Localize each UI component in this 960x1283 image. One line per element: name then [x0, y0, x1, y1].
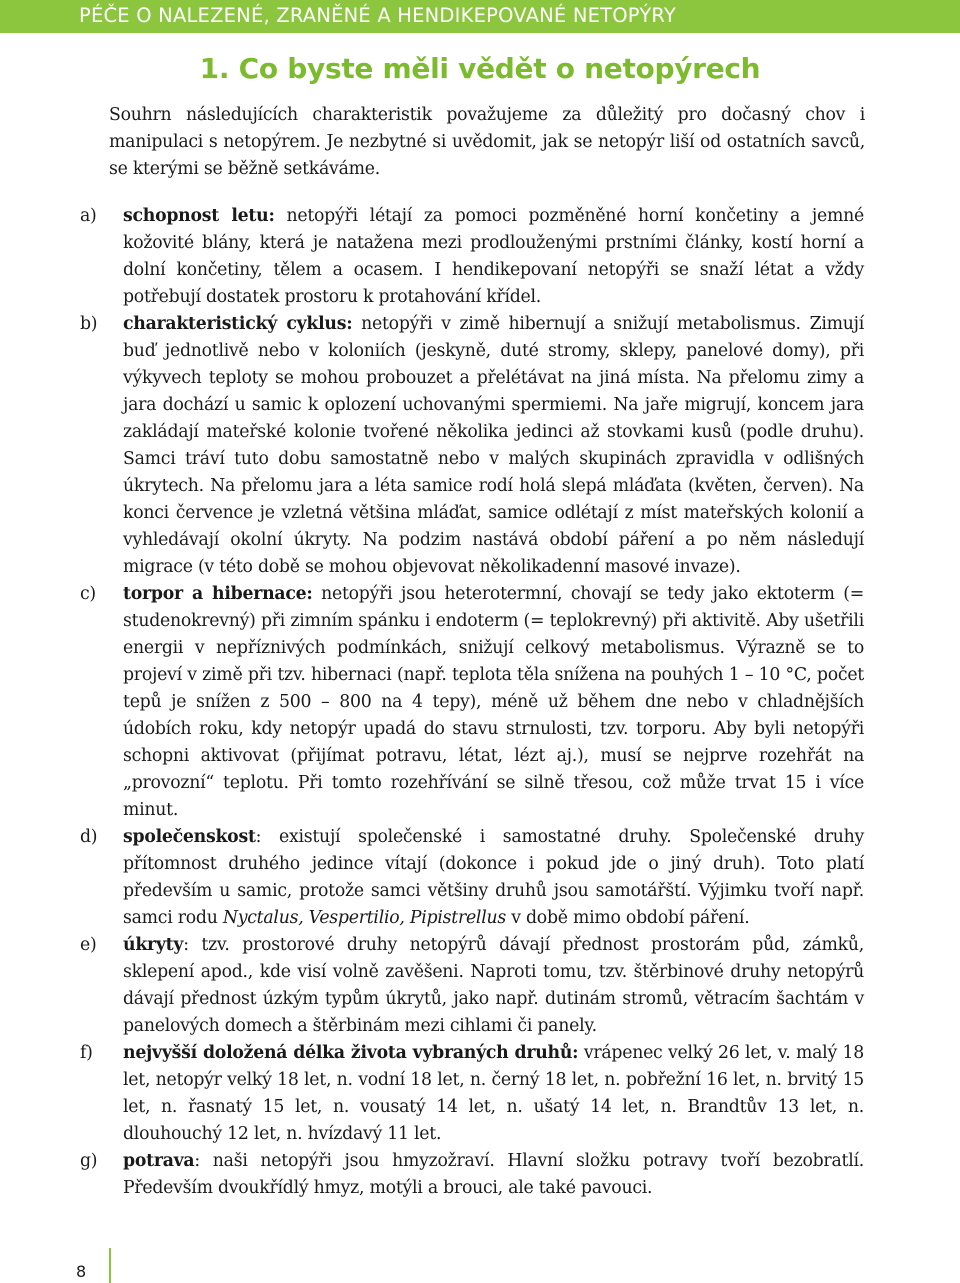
- item-body: [123, 824, 864, 932]
- footer-divider: [109, 1248, 111, 1283]
- item-body: [123, 932, 864, 1040]
- item-term: potrava: [123, 1151, 195, 1171]
- section-heading: PÉČE O NALEZENÉ, ZRANĚNÉ A HENDIKEPOVANÉ NETOPÝRY: [79, 4, 677, 27]
- item-text: : naši netopýři jsou hmyzožraví. Hlavní složku potravy tvoří bezobratlí. Především dvoukřídlý hmyz, motýli a brouci, ale také pavouci.: [123, 1151, 864, 1198]
- item-body: [123, 581, 864, 824]
- item-marker: b): [80, 314, 98, 334]
- item-text: vrápenec velký 26 let, v. malý 18 let, netopýr velký 18 let, n. vodní 18 let, n. černý 18 let, n. pobřežní 16 let, n. brvitý 15 let, n. řasnatý 15 let, n. vousatý 14 let, n. ušatý 14 let, n. Brandtův 13 let, n. dlouhouchý 12 let, n. hvízdavý 11 let.: [123, 1043, 864, 1144]
- list-item-c: [78, 581, 864, 824]
- list-item-f: [78, 1040, 864, 1148]
- intro-paragraph: Souhrn následujících charakteristik považujeme za důležitý pro dočasný chov i manipulaci s netopýrem. Je nezbytné si uvědomit, jak se netopýr liší od ostatních savců, se kterými se běžně setkáváme.: [109, 105, 865, 179]
- item-text-after: v době mimo období páření.: [505, 908, 750, 928]
- item-term: úkryty: [123, 935, 184, 955]
- item-term: schopnost letu:: [123, 206, 275, 226]
- list-item-b: [78, 311, 864, 581]
- list-item-d: [78, 824, 864, 932]
- item-marker: f): [80, 1043, 93, 1063]
- list-item-a: [78, 203, 864, 311]
- header-band: [0, 0, 960, 33]
- item-term: torpor a hibernace:: [123, 584, 313, 604]
- item-term: nejvyšší doložená délka života vybraných druhů:: [123, 1043, 579, 1063]
- item-text: : tzv. prostorové druhy netopýrů dávají přednost prostorám půd, zámků, sklepení apod., kde visí volně zavěšeni. Naproti tomu, tzv. štěrbinové druhy netopýrů dávají přednost úzkým typům úkrytů, jako např. dutinám stromů, větracím šachtám v panelových domech a štěrbinám mezi cihlami či panely.: [123, 935, 864, 1036]
- item-marker: c): [80, 584, 96, 604]
- item-body: [123, 311, 864, 581]
- item-marker: g): [80, 1151, 98, 1171]
- list-item-e: [78, 932, 864, 1040]
- item-text: netopýři létají za pomoci pozměněné horní končetiny a jemné kožovité blány, která je natažena mezi prodlouženými prstními články, kostí horní a dolní končetiny, tělem a ocasem. I hendikepovaní netopýři se snaží létat a vždy potřebují dostatek prostoru k protahování křídel.: [123, 206, 864, 307]
- item-body: [123, 203, 864, 311]
- item-marker: a): [80, 206, 97, 226]
- item-marker: e): [80, 935, 97, 955]
- item-term: společenskost: [123, 827, 256, 847]
- page-number: 8: [76, 1262, 87, 1281]
- item-term: charakteristický cyklus:: [123, 314, 353, 334]
- item-body: [123, 1148, 864, 1202]
- item-body: [123, 1040, 864, 1148]
- item-text: : existují společenské i samostatné druhy. Společenské druhy přítomnost druhého jedince vítají (dokonce i pokud jde o jiný druh). Toto platí především u samic, protože samci většiny druhů jsou samotářští. Výjimku tvoří např. samci rodu: [123, 827, 864, 928]
- chapter-title: 1. Co byste měli vědět o netopýrech: [199, 52, 761, 85]
- item-marker: d): [80, 827, 98, 847]
- genus-names: Nyctalus, Vespertilio, Pipistrellus: [222, 908, 506, 928]
- item-text: netopýři v zimě hibernují a snižují metabolismus. Zimují buď jednotlivě nebo v koloniích (jeskyně, duté stromy, sklepy, panelové domy), při výkyvech teploty se mohou probouzet a přelétávat na jiná místa. Na přelomu zimy a jara dochází u samic k oplození uchovanými spermiemi. Na jaře migrují, koncem jara zakládají mateřské kolonie tvořené několika jedinci až stovkami kusů (podle druhu). Samci tráví tuto dobu samostatně nebo v malých skupinách zpravidla v odlišných úkrytech. Na přelomu jara a léta samice rodí holá slepá mláďata (květen, červen). Na konci července je vzletná většina mláďat, samice odlétají z míst mateřských kolonií a vyhledávají okolní úkryty. Na podzim nastává období páření a po něm následují migrace (v této době se mohou objevovat několikadenní masové invaze).: [123, 314, 865, 577]
- characteristics-list: [78, 203, 864, 1202]
- item-text: netopýři jsou heterotermní, chovají se tedy jako ektoterm (= studenokrevný) při zimním spánku i endoterm (= teplokrevný) při aktivitě. Aby ušetřili energii v nepříznivých podmínkách, snižují celkový metabolismus. Výrazně se to projeví v zimě při tzv. hibernaci (např. teplota těla snížena na pouhých 1 – 10 °C, počet tepů je snížen z 500 – 800 na 4 tepy), méně už během dne nebo v chladnějších údobích roku, kdy netopýr upadá do stavu strnulosti, tzv. torporu. Aby byli netopýři schopni aktivovat (přijímat potravu, létat, lézt aj.), musí se nejprve rozehřát na „provozní“ teplotu. Při tomto rozehřívání se silně třesou, což může trvat 15 i více minut.: [123, 584, 864, 820]
- list-item-g: [78, 1148, 864, 1202]
